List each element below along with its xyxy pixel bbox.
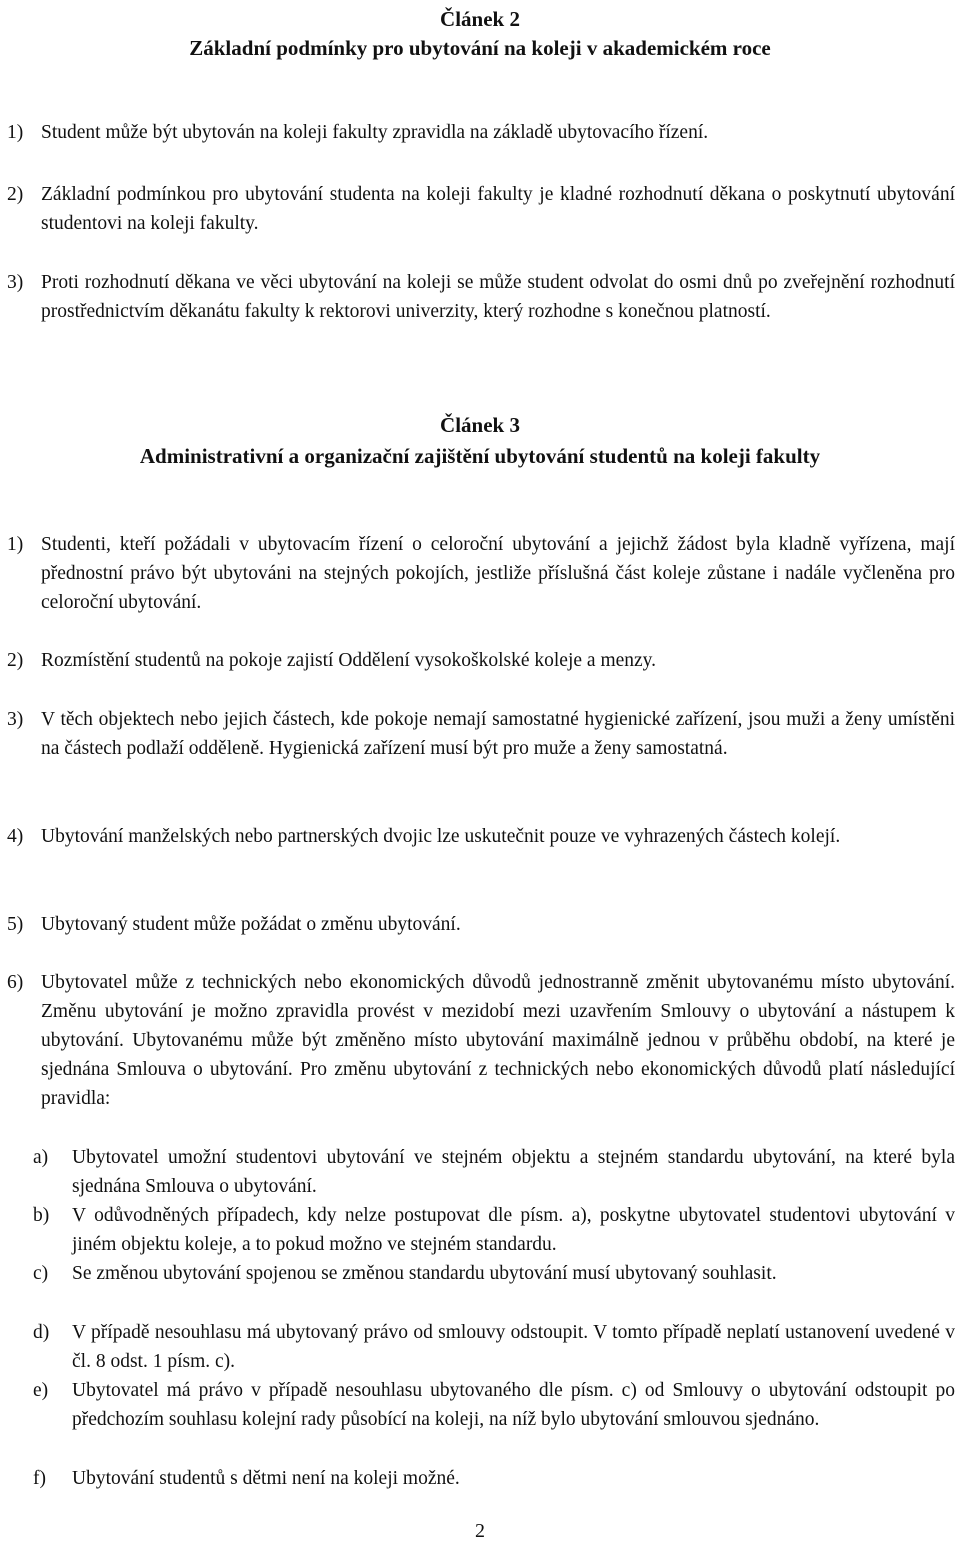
sub-item-letter: b) [33,1205,50,1226]
article-3-item-4 [7,822,955,851]
page-number: 2 [475,1520,485,1542]
sub-item-letter: f) [33,1468,46,1489]
article-3-item-1 [7,530,955,617]
article-2-title: Článek 2 [440,7,520,31]
article-2-item-3 [7,268,955,326]
sub-item-text: V odůvodněných případech, kdy nelze postupovat dle písm. a), poskytne ubytovatel studentovi ubytování v jiném objektu koleje, a to pokud možno ve stejném standardu. [72,1205,955,1255]
sub-item-c [7,1259,955,1288]
item-text: Ubytování manželských nebo partnerských dvojic lze uskutečnit pouze ve vyhrazených částech kolejí. [41,826,841,847]
item-text: Ubytovaný student může požádat o změnu ubytování. [41,914,461,935]
article-3-item-3 [7,705,955,763]
sub-item-letter: d) [33,1322,50,1343]
article-3-item-2 [7,646,955,675]
item-number: 3) [7,709,24,730]
sub-item-text: Ubytování studentů s dětmi není na koleji možné. [72,1468,460,1489]
item-number: 6) [7,972,24,993]
article-3-subtitle: Administrativní a organizační zajištění ubytování studentů na koleji fakulty [139,444,821,468]
item-text: Student může být ubytován na koleji fakulty zpravidla na základě ubytovacího řízení. [41,122,709,143]
sub-item-a [7,1143,955,1201]
item-text: Ubytovatel může z technických nebo ekonomických důvodů jednostranně změnit ubytovanému místo ubytování. Změnu ubytování je možno zpravidla provést v mezidobí mezi uzavřením Smlouvy o ubytování a nástupem k ubytování. Ubytovanému může být změněno místo ubytování maximálně jednou v průběhu období, na které je sjednána Smlouva o ubytování. Pro změnu ubytování z technických nebo ekonomických důvodů platí následující pravidla: [41,972,955,1109]
item-number: 1) [7,534,24,555]
sub-item-d [7,1318,955,1376]
sub-item-text: Se změnou ubytování spojenou se změnou standardu ubytování musí ubytovaný souhlasit. [72,1263,777,1284]
sub-item-f [7,1464,955,1493]
article-3-title: Článek 3 [440,413,520,437]
sub-item-letter: e) [33,1380,49,1401]
item-number: 5) [7,914,24,935]
item-text: Studenti, kteří požádali v ubytovacím řízení o celoroční ubytování a jejichž žádost byla kladně vyřízena, mají přednostní právo být ubytováni na stejných pokojích, jestliže příslušná část koleje zůstane i nadále vyčleněna pro celoroční ubytování. [41,534,955,613]
item-text: Základní podmínkou pro ubytování studenta na koleji fakulty je kladné rozhodnutí děkana o poskytnutí ubytování studentovi na koleji fakulty. [41,184,955,234]
sub-item-text: V případě nesouhlasu má ubytovaný právo od smlouvy odstoupit. V tomto případě neplatí ustanovení uvedené v čl. 8 odst. 1 písm. c). [72,1322,955,1372]
item-number: 2) [7,650,24,671]
article-2-item-2 [7,180,955,238]
item-text: Rozmístění studentů na pokoje zajistí Oddělení vysokoškolské koleje a menzy. [41,650,657,671]
sub-item-text: Ubytovatel umožní studentovi ubytování ve stejném objektu a stejném standardu ubytování, na které byla sjednána Smlouva o ubytování. [72,1147,955,1197]
item-number: 3) [7,272,24,293]
item-number: 1) [7,122,24,143]
article-3-item-5 [7,910,955,939]
sub-item-e [7,1376,955,1434]
item-text: Proti rozhodnutí děkana ve věci ubytování na koleji se může student odvolat do osmi dnů po zveřejnění rozhodnutí prostřednictvím děkanátu fakulty k rektorovi univerzity, který rozhodne s konečnou platností. [41,272,955,322]
article-2-subtitle: Základní podmínky pro ubytování na koleji v akademickém roce [189,36,771,60]
article-3-item-6 [7,968,955,1113]
sub-item-letter: a) [33,1147,49,1168]
sub-item-b [7,1201,955,1259]
item-number: 2) [7,184,24,205]
sub-item-text: Ubytovatel má právo v případě nesouhlasu ubytovaného dle písm. c) od Smlouvy o ubytování odstoupit po předchozím souhlasu kolejní rady působící na koleji, na níž bylo ubytování smlouvou sjednáno. [72,1380,955,1430]
sub-item-letter: c) [33,1263,49,1284]
article-2-item-1 [7,118,955,147]
item-number: 4) [7,826,24,847]
item-text: V těch objektech nebo jejich částech, kde pokoje nemají samostatné hygienické zařízení, jsou muži a ženy umístěni na částech podlaží odděleně. Hygienická zařízení musí být pro muže a ženy samostatná. [41,709,955,759]
